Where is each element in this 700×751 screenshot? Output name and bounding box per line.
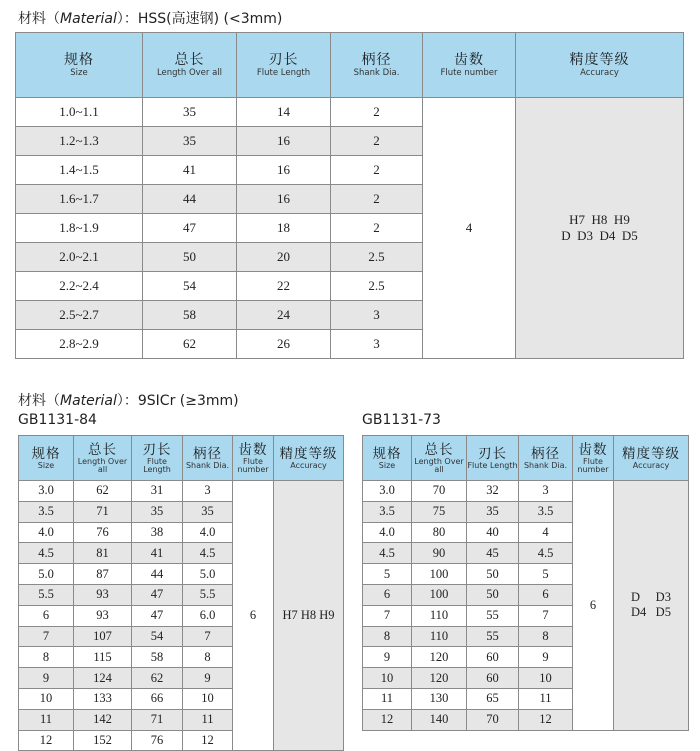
cell-length: 140 [412, 709, 467, 730]
cell-flute: 14 [237, 98, 331, 127]
cell-shank: 8 [183, 647, 233, 668]
header-label-en: Accuracy [632, 460, 670, 470]
cell-length: 71 [74, 501, 132, 522]
header-size [363, 436, 412, 481]
header-shank [183, 436, 233, 481]
cell-size: 4.0 [19, 522, 74, 543]
material-spec: ）：HSS(高速钢) (<3mm) [116, 11, 283, 27]
cell-length: 80 [412, 522, 467, 543]
cell-length: 50 [143, 243, 237, 272]
cell-length: 81 [74, 543, 132, 564]
cell-flute: 26 [237, 330, 331, 359]
cell-shank: 5.0 [183, 564, 233, 585]
cell-shank: 3 [331, 330, 423, 359]
table-row [19, 481, 344, 502]
cell-accuracy [516, 98, 684, 359]
cell-size: 4.5 [363, 543, 412, 564]
header-flute-number [573, 436, 614, 481]
header-label-zh: 规格 [31, 445, 61, 462]
cell-length: 44 [143, 185, 237, 214]
cell-shank: 5 [519, 564, 573, 585]
header-label-zh: 规格 [372, 445, 402, 462]
standard-gb1131-84: GB1131-84 [18, 412, 97, 428]
cell-flute: 16 [237, 127, 331, 156]
cell-flute: 16 [237, 156, 331, 185]
cell-size: 9 [19, 668, 74, 689]
table-header-row [363, 436, 689, 481]
header-label-zh: 精度等级 [279, 445, 338, 462]
cell-size: 3.5 [19, 501, 74, 522]
cell-flute: 31 [132, 481, 183, 502]
cell-size: 2.8~2.9 [16, 330, 143, 359]
cell-shank: 11 [519, 688, 573, 709]
cell-size: 12 [363, 709, 412, 730]
header-label-en: Flute Length [467, 460, 518, 470]
cell-shank: 7 [519, 605, 573, 626]
header-size [19, 436, 74, 481]
cell-flute: 32 [467, 481, 519, 502]
cell-flute: 35 [132, 501, 183, 522]
header-size [16, 33, 143, 98]
header-label-en: Size [70, 68, 88, 78]
header-label-zh: 刃长 [268, 52, 299, 68]
header-label-zh: 柄径 [193, 445, 222, 462]
accuracy-line-1: D D3 [631, 590, 671, 605]
cell-length: 130 [412, 688, 467, 709]
header-shank [331, 33, 423, 98]
cell-shank: 5.5 [183, 584, 233, 605]
cell-shank: 3.5 [519, 501, 573, 522]
header-label-en: Shank Dia. [523, 460, 568, 470]
cell-shank: 2 [331, 214, 423, 243]
cell-length: 58 [143, 301, 237, 330]
material-caption-9sicr [18, 390, 239, 410]
cell-size: 1.6~1.7 [16, 185, 143, 214]
cell-size: 9 [363, 647, 412, 668]
table-body [16, 98, 684, 359]
cell-length: 35 [143, 127, 237, 156]
gb1131-84-table [18, 435, 344, 751]
cell-flute-number: 6 [233, 481, 274, 751]
cell-size: 4.0 [363, 522, 412, 543]
cell-flute: 50 [467, 564, 519, 585]
cell-shank: 35 [183, 501, 233, 522]
header-label-zh: 柄径 [531, 445, 560, 462]
material-label: 材料（ [18, 11, 60, 27]
header-label-en: Flute number [577, 456, 609, 474]
material-label: 材料（ [18, 393, 60, 409]
cell-length: 70 [412, 481, 467, 502]
cell-flute: 44 [132, 564, 183, 585]
cell-size: 3.0 [19, 481, 74, 502]
header-label-en: Accuracy [290, 460, 327, 470]
cell-shank: 7 [183, 626, 233, 647]
header-label-zh: 总长 [174, 52, 205, 68]
cell-length: 110 [412, 605, 467, 626]
header-flute [132, 436, 183, 481]
cell-size: 10 [19, 688, 74, 709]
cell-shank: 2 [331, 98, 423, 127]
cell-length: 152 [74, 730, 132, 751]
material-italic: Material [60, 393, 117, 409]
accuracy-line-1: H7 H8 H9 [569, 212, 630, 227]
cell-flute: 20 [237, 243, 331, 272]
cell-flute: 47 [132, 605, 183, 626]
cell-flute: 54 [132, 626, 183, 647]
cell-shank: 8 [519, 626, 573, 647]
cell-length: 100 [412, 584, 467, 605]
cell-length: 124 [74, 668, 132, 689]
cell-flute: 60 [467, 668, 519, 689]
cell-length: 62 [74, 481, 132, 502]
header-label-zh: 刃长 [478, 445, 507, 462]
cell-flute-number: 6 [573, 481, 614, 731]
cell-size: 3.5 [363, 501, 412, 522]
gb1131-73-table [362, 435, 689, 731]
cell-size: 5.0 [19, 564, 74, 585]
cell-flute: 35 [467, 501, 519, 522]
cell-size: 12 [19, 730, 74, 751]
cell-shank: 3 [183, 481, 233, 502]
cell-shank: 4.5 [183, 543, 233, 564]
cell-size: 3.0 [363, 481, 412, 502]
header-label-en: Shank Dia. [185, 460, 230, 470]
cell-shank: 2 [331, 156, 423, 185]
cell-accuracy [274, 481, 344, 751]
cell-flute: 66 [132, 688, 183, 709]
cell-flute: 71 [132, 709, 183, 730]
header-label-en: Flute number [440, 68, 498, 78]
cell-size: 1.4~1.5 [16, 156, 143, 185]
material-italic: Material [60, 11, 117, 27]
cell-length: 100 [412, 564, 467, 585]
cell-shank: 10 [519, 668, 573, 689]
cell-flute: 45 [467, 543, 519, 564]
cell-size: 5 [363, 564, 412, 585]
cell-flute: 58 [132, 647, 183, 668]
cell-flute: 55 [467, 605, 519, 626]
header-flute-number [233, 436, 274, 481]
cell-size: 5.5 [19, 584, 74, 605]
header-flute [467, 436, 519, 481]
cell-flute: 18 [237, 214, 331, 243]
header-label-en: Length Over all [414, 456, 464, 474]
cell-flute: 16 [237, 185, 331, 214]
header-label-zh: 规格 [64, 52, 94, 68]
accuracy-line-2: D D3 D4 D5 [561, 228, 638, 243]
table-body [363, 481, 689, 731]
cell-shank: 4 [519, 522, 573, 543]
cell-size: 1.0~1.1 [16, 98, 143, 127]
cell-flute: 76 [132, 730, 183, 751]
header-label-en: Length Over all [156, 68, 223, 78]
cell-size: 8 [19, 647, 74, 668]
header-label-en: Flute Length [256, 68, 311, 78]
hss-reamer-table [15, 32, 684, 359]
cell-shank: 4.5 [519, 543, 573, 564]
cell-shank: 2 [331, 127, 423, 156]
cell-size: 6 [19, 605, 74, 626]
table-header-row [19, 436, 344, 481]
header-label-en: Accuracy [580, 68, 619, 78]
cell-length: 76 [74, 522, 132, 543]
cell-shank: 12 [519, 709, 573, 730]
header-label-zh: 齿数 [578, 441, 608, 458]
cell-flute: 38 [132, 522, 183, 543]
cell-flute: 50 [467, 584, 519, 605]
standard-gb1131-73: GB1131-73 [362, 412, 441, 428]
cell-length: 142 [74, 709, 132, 730]
cell-flute: 65 [467, 688, 519, 709]
accuracy-line-2: D4 D5 [631, 605, 671, 620]
header-shank [519, 436, 573, 481]
cell-accuracy [614, 481, 689, 731]
cell-size: 2.0~2.1 [16, 243, 143, 272]
cell-shank: 9 [519, 647, 573, 668]
cell-shank: 10 [183, 688, 233, 709]
cell-size: 8 [363, 626, 412, 647]
header-label-zh: 精度等级 [569, 52, 630, 68]
header-label-en: Size [378, 460, 396, 470]
table-row [16, 98, 684, 127]
cell-length: 133 [74, 688, 132, 709]
header-label-zh: 精度等级 [622, 445, 680, 462]
cell-length: 62 [143, 330, 237, 359]
cell-shank: 3 [519, 481, 573, 502]
header-label-zh: 刃长 [142, 441, 172, 458]
cell-size: 11 [363, 688, 412, 709]
cell-shank: 2.5 [331, 243, 423, 272]
cell-shank: 4.0 [183, 522, 233, 543]
cell-size: 11 [19, 709, 74, 730]
header-label-zh: 齿数 [454, 52, 484, 68]
cell-shank: 2.5 [331, 272, 423, 301]
header-label-en: Size [37, 460, 55, 470]
table-row [363, 481, 689, 502]
cell-length: 93 [74, 584, 132, 605]
cell-flute: 24 [237, 301, 331, 330]
cell-length: 120 [412, 668, 467, 689]
cell-flute: 60 [467, 647, 519, 668]
cell-shank: 12 [183, 730, 233, 751]
cell-length: 35 [143, 98, 237, 127]
cell-length: 87 [74, 564, 132, 585]
cell-length: 41 [143, 156, 237, 185]
cell-length: 110 [412, 626, 467, 647]
cell-length: 93 [74, 605, 132, 626]
cell-flute: 41 [132, 543, 183, 564]
header-length [74, 436, 132, 481]
cell-size: 2.5~2.7 [16, 301, 143, 330]
header-flute-number [423, 33, 516, 98]
cell-length: 47 [143, 214, 237, 243]
accuracy-line-1: H7 H8 H9 [282, 608, 335, 623]
header-accuracy [614, 436, 689, 481]
header-label-en: Shank Dia. [353, 68, 400, 78]
cell-length: 90 [412, 543, 467, 564]
cell-length: 107 [74, 626, 132, 647]
cell-shank: 6.0 [183, 605, 233, 626]
cell-size: 1.8~1.9 [16, 214, 143, 243]
cell-flute-number: 4 [423, 98, 516, 359]
header-label-zh: 总长 [88, 441, 117, 458]
material-spec: ）：9SICr (≥3mm) [116, 393, 239, 409]
cell-flute: 55 [467, 626, 519, 647]
header-label-en: Flute Length [143, 456, 171, 474]
cell-flute: 22 [237, 272, 331, 301]
cell-length: 54 [143, 272, 237, 301]
cell-length: 120 [412, 647, 467, 668]
table-body [19, 481, 344, 751]
header-flute [237, 33, 331, 98]
cell-flute: 40 [467, 522, 519, 543]
cell-size: 10 [363, 668, 412, 689]
cell-shank: 2 [331, 185, 423, 214]
header-label-zh: 齿数 [238, 441, 268, 458]
table-header-row [16, 33, 684, 98]
cell-size: 2.2~2.4 [16, 272, 143, 301]
header-length [143, 33, 237, 98]
cell-flute: 70 [467, 709, 519, 730]
cell-size: 7 [363, 605, 412, 626]
header-label-zh: 总长 [424, 441, 454, 458]
cell-size: 4.5 [19, 543, 74, 564]
header-label-en: Length Over all [77, 456, 128, 474]
cell-size: 7 [19, 626, 74, 647]
header-accuracy [274, 436, 344, 481]
cell-flute: 47 [132, 584, 183, 605]
cell-length: 75 [412, 501, 467, 522]
cell-shank: 11 [183, 709, 233, 730]
cell-shank: 9 [183, 668, 233, 689]
cell-size: 6 [363, 584, 412, 605]
material-caption-hss [18, 8, 282, 28]
cell-shank: 3 [331, 301, 423, 330]
header-label-zh: 柄径 [361, 52, 392, 68]
cell-length: 115 [74, 647, 132, 668]
header-accuracy [516, 33, 684, 98]
header-length [412, 436, 467, 481]
cell-size: 1.2~1.3 [16, 127, 143, 156]
cell-shank: 6 [519, 584, 573, 605]
cell-flute: 62 [132, 668, 183, 689]
header-label-en: Flute number [237, 456, 269, 474]
